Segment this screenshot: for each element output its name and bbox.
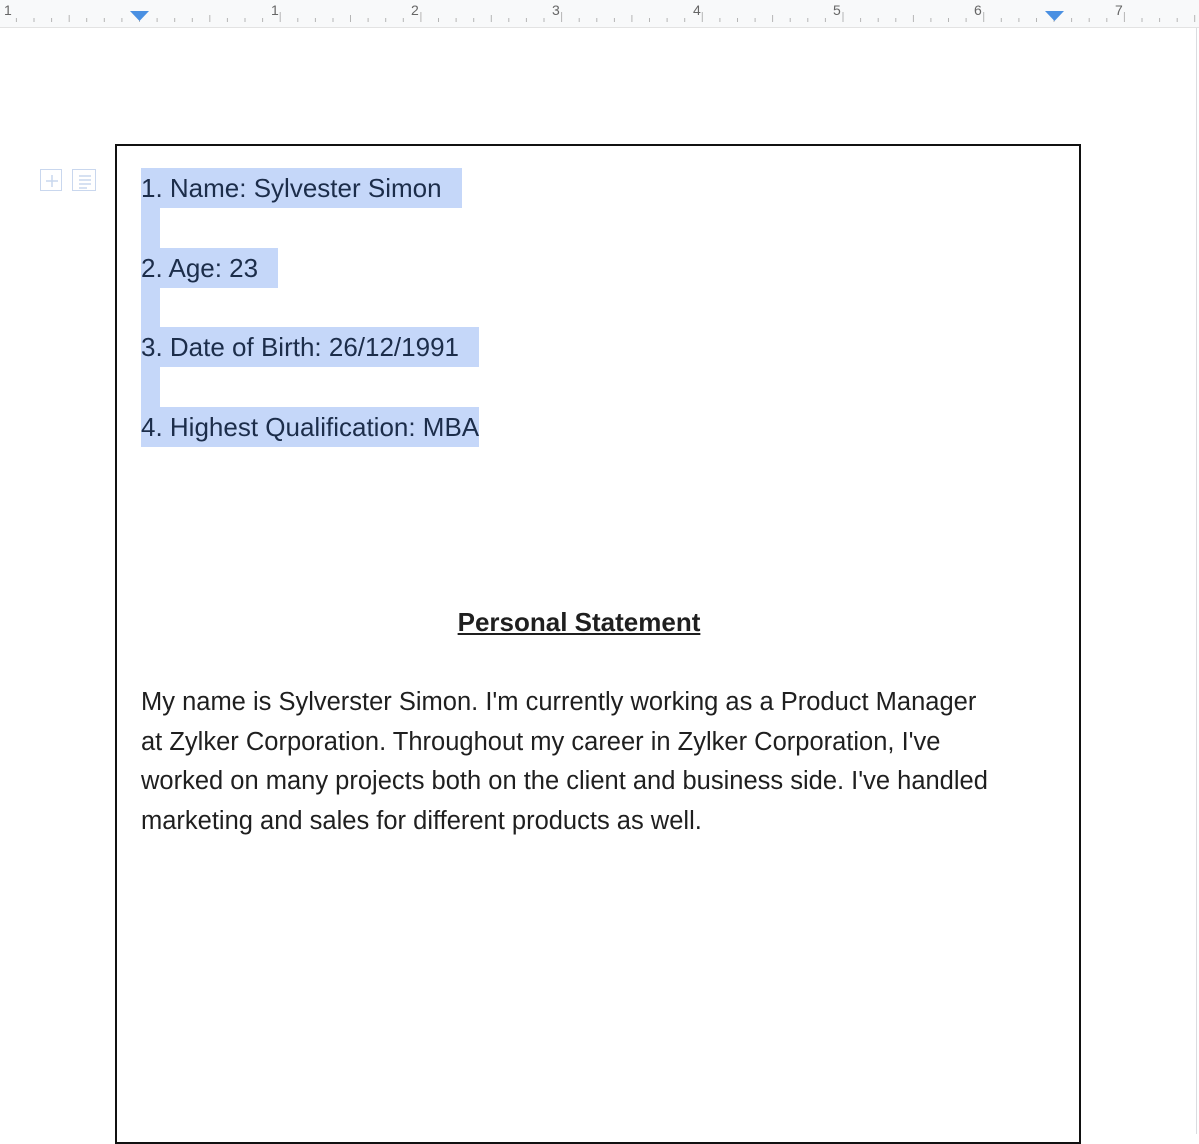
selection-highlight xyxy=(141,208,160,248)
align-lines-icon xyxy=(73,170,97,192)
plus-icon xyxy=(41,170,63,192)
add-block-button[interactable] xyxy=(40,169,62,191)
list-item-age[interactable]: 2. Age: 23 xyxy=(141,248,278,288)
ruler-number: 3 xyxy=(552,2,560,18)
list-item-qualification[interactable]: 4. Highest Qualification: MBA xyxy=(141,407,479,447)
paragraph-line: marketing and sales for different products as well. xyxy=(141,807,702,836)
ruler-number: 1 xyxy=(4,2,12,18)
selection-highlight xyxy=(141,288,160,328)
ruler-number: 2 xyxy=(411,2,419,18)
selection-highlight xyxy=(141,367,160,407)
ruler-ticks xyxy=(0,0,1199,27)
ruler-number: 1 xyxy=(271,2,279,18)
right-indent-marker[interactable] xyxy=(1045,11,1064,21)
ruler-number: 7 xyxy=(1115,2,1123,18)
section-heading[interactable]: Personal Statement xyxy=(457,607,701,637)
paragraph-line: worked on many projects both on the client and business side. I've handled xyxy=(141,767,988,796)
document-page[interactable] xyxy=(115,144,1081,1144)
ruler-number: 5 xyxy=(833,2,841,18)
scroll-edge xyxy=(1196,28,1197,1134)
left-indent-marker[interactable] xyxy=(130,11,149,21)
horizontal-ruler[interactable] xyxy=(0,0,1199,28)
personal-statement-paragraph[interactable] xyxy=(141,683,1061,842)
list-item-dob[interactable]: 3. Date of Birth: 26/12/1991 xyxy=(141,327,479,367)
ruler-number: 4 xyxy=(693,2,701,18)
list-item-name[interactable]: 1. Name: Sylvester Simon xyxy=(141,168,462,208)
ruler-number: 6 xyxy=(974,2,982,18)
paragraph-line: My name is Sylverster Simon. I'm currently working as a Product Manager xyxy=(141,688,977,716)
paragraph-line: at Zylker Corporation. Throughout my career in Zylker Corporation, I've xyxy=(141,727,941,756)
paragraph-style-button[interactable] xyxy=(72,169,96,191)
